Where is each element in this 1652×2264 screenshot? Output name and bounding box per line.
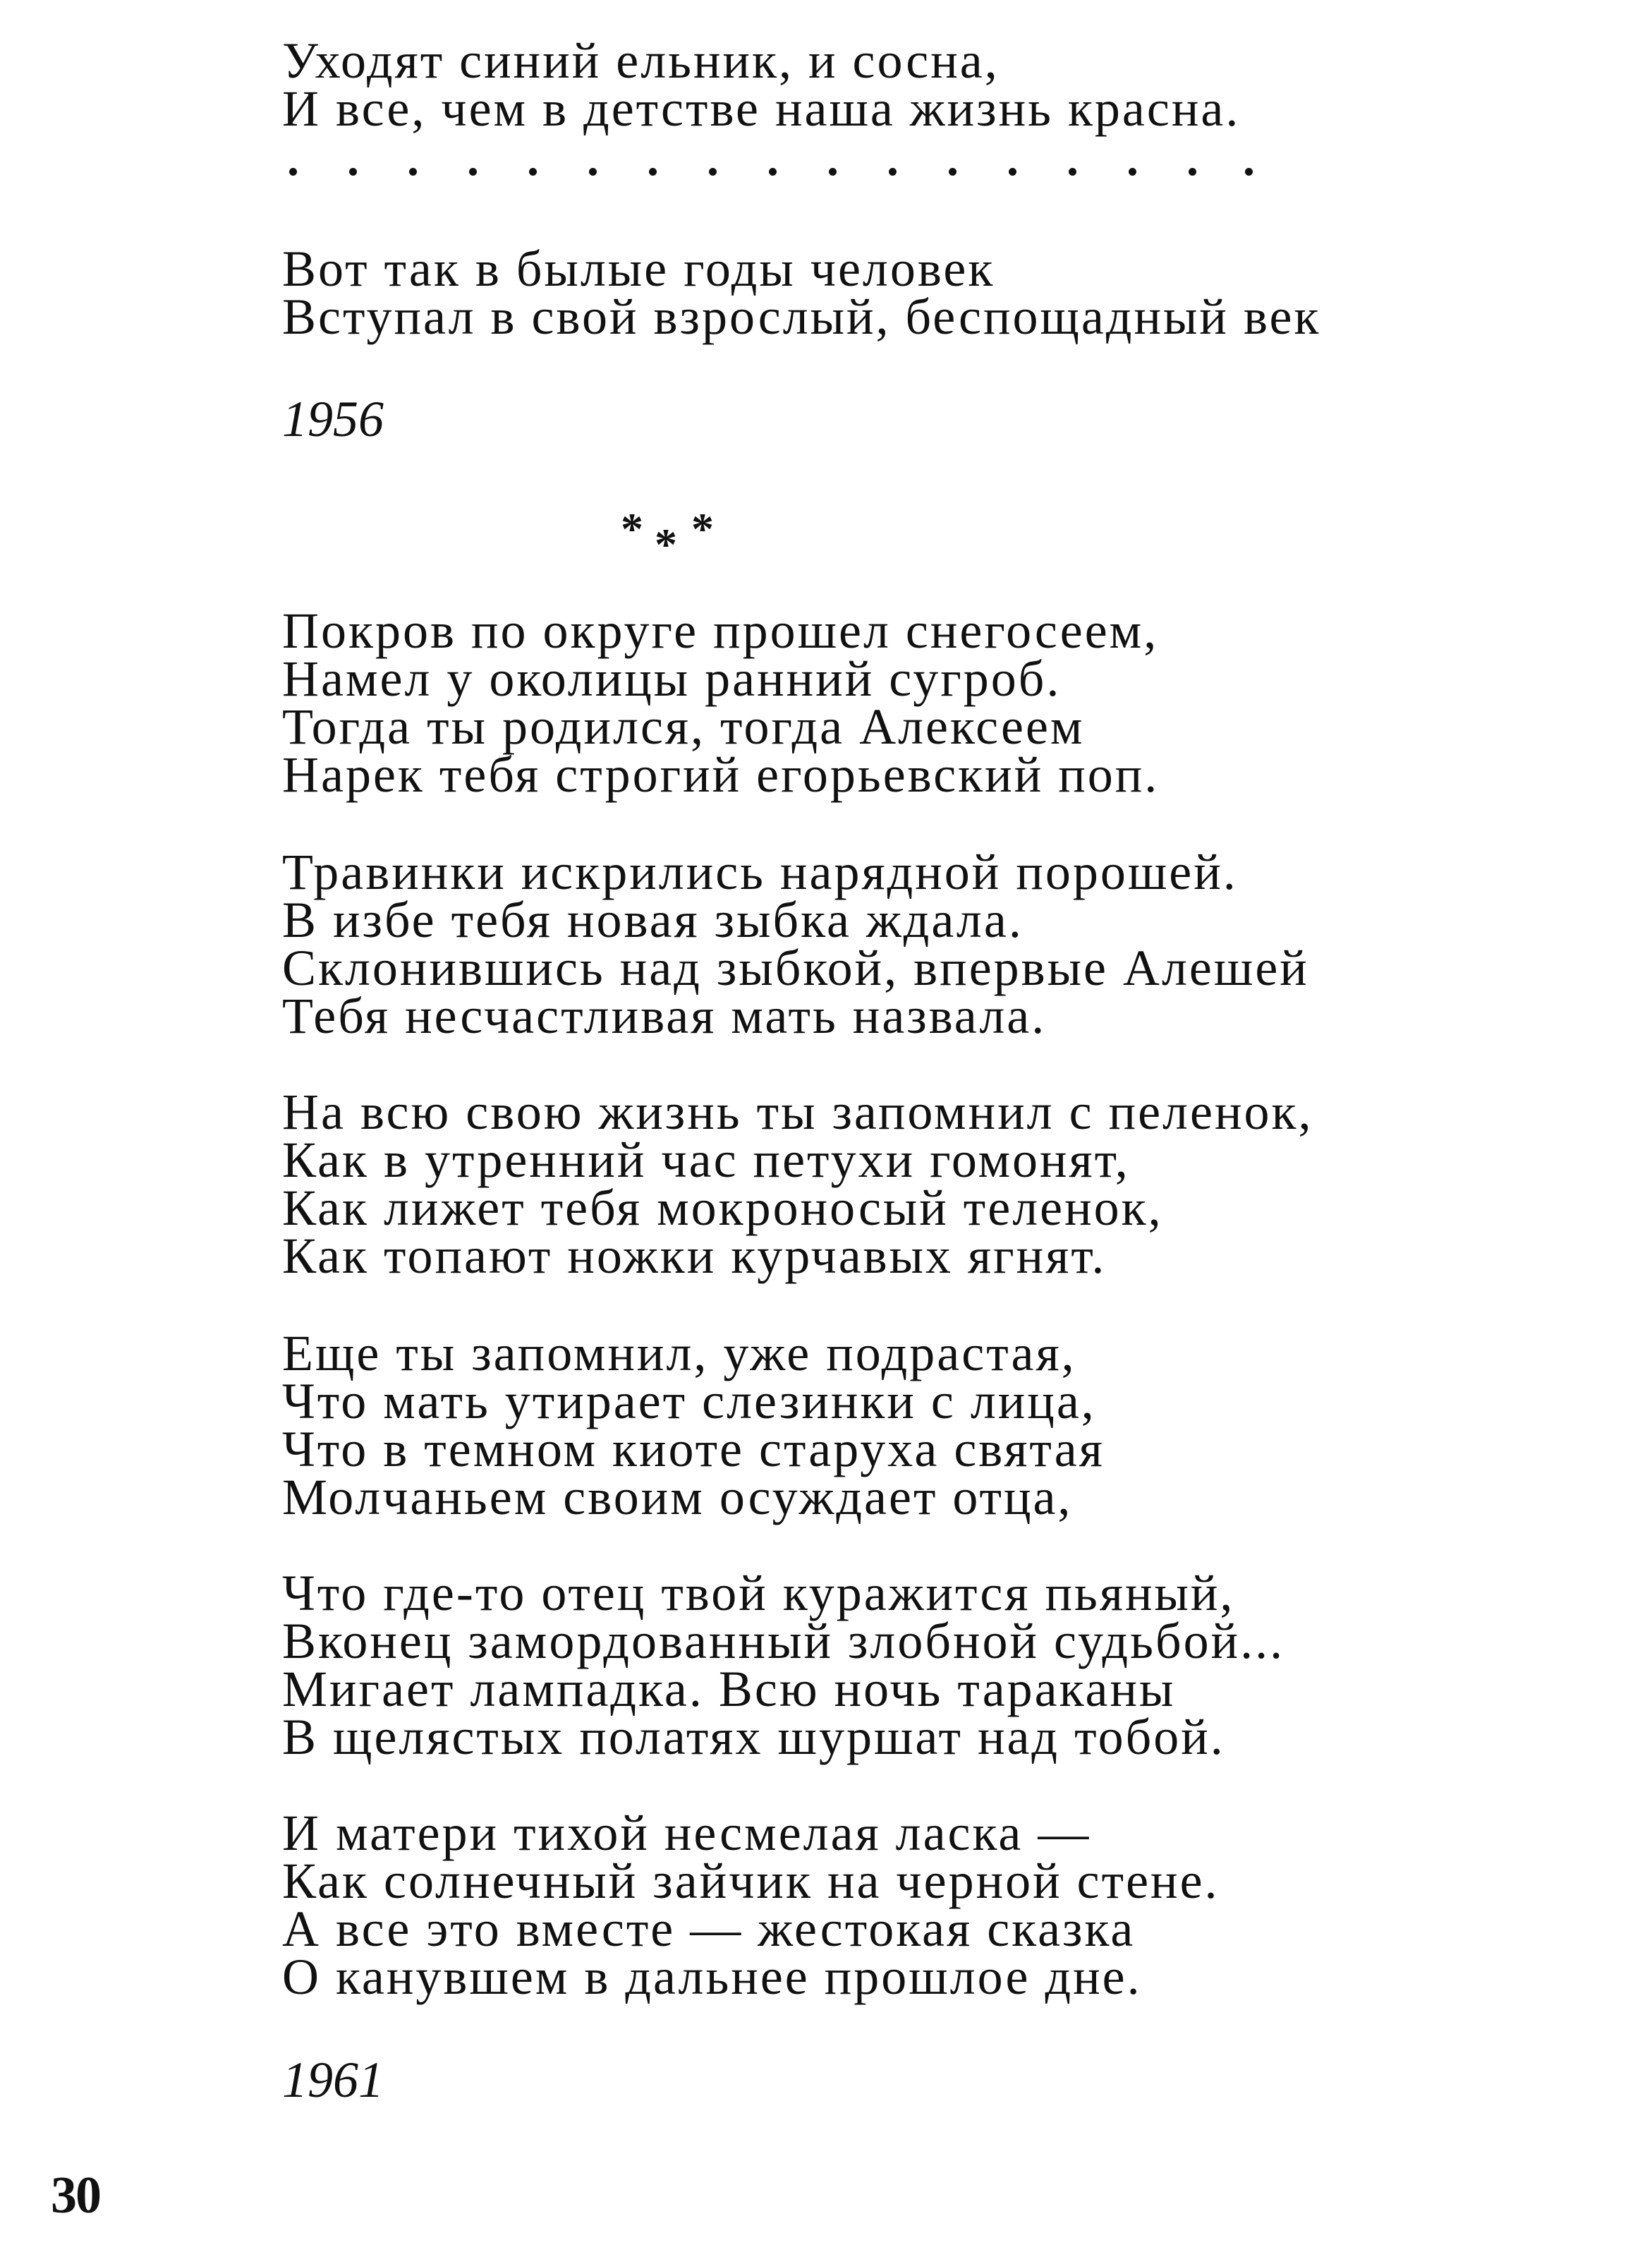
poem-two-line: Покров по округе прошел снегосеем,	[282, 603, 1159, 659]
ellipsis-row	[289, 154, 1256, 182]
poem-two-line: Еще ты запомнил, уже подрастая,	[282, 1325, 1076, 1381]
poem-two-line: Тебя несчастливая мать назвала.	[282, 988, 1047, 1044]
asterism-separator	[621, 504, 762, 569]
ellipsis-dot	[1245, 168, 1253, 176]
ellipsis-dot	[289, 168, 297, 176]
ellipsis-dot	[469, 168, 477, 176]
poem-two-line: Как солнечный зайчик на черной стене.	[282, 1853, 1220, 1909]
poem-two-line: Вконец замордованный злобной судьбой...	[282, 1613, 1285, 1669]
ellipsis-dot	[649, 168, 657, 176]
ellipsis-dot	[829, 168, 837, 176]
poem-two-line: О канувшем в дальнее прошлое дне.	[282, 1949, 1142, 2005]
poem-two-line: Мигает лампадка. Всю ночь тараканы	[282, 1661, 1176, 1717]
poem-one-line: Вступал в свой взрослый, беспощадный век	[282, 289, 1321, 345]
poem-two-line: И матери тихой несмелая ласка —	[282, 1805, 1091, 1861]
asterisk: *	[655, 519, 677, 569]
ellipsis-dot	[1189, 168, 1196, 176]
poem-two-line: А все это вместе — жестокая сказка	[282, 1901, 1136, 1957]
poem-two-line: Что в темном киоте старуха святая	[282, 1421, 1105, 1477]
poem-two-line: Что мать утирает слезинки с лица,	[282, 1373, 1096, 1429]
ellipsis-dot	[769, 168, 777, 176]
poem-two-line: Как в утренний час петухи гомонят,	[282, 1132, 1130, 1188]
poem-two-line: В избе тебя новая зыбка ждала.	[282, 892, 1024, 948]
ellipsis-dot	[409, 168, 417, 176]
ellipsis-dot	[709, 168, 717, 176]
poem-two-line: Как топают ножки курчавых ягнят.	[282, 1228, 1107, 1284]
ellipsis-dot	[1129, 168, 1136, 176]
ellipsis-dot	[1009, 168, 1016, 176]
poem-two-line: Нарек тебя строгий егорьевский поп.	[282, 746, 1160, 803]
ellipsis-dot	[529, 168, 537, 176]
ellipsis-dot	[589, 168, 597, 176]
ellipsis-dot	[949, 168, 956, 176]
poem-one-line: Уходят синий ельник, и сосна,	[282, 32, 1000, 89]
page-number: 30	[51, 2167, 100, 2224]
poem-one-year: 1956	[282, 391, 384, 447]
poem-two-line: Тогда ты родился, тогда Алексеем	[282, 698, 1085, 755]
poem-two-line: Как лижет тебя мокроносый теленок,	[282, 1180, 1163, 1236]
poem-one-line: Вот так в былые годы человек	[282, 241, 995, 297]
poem-one-line: И все, чем в детстве наша жизнь красна.	[282, 80, 1241, 137]
poem-two-line: Что где-то отец твой куражится пьяный,	[282, 1565, 1235, 1621]
ellipsis-dot	[1069, 168, 1076, 176]
ellipsis-dot	[889, 168, 897, 176]
poem-two-line: Молчаньем своим осуждает отца,	[282, 1469, 1073, 1525]
poem-two-line: В щелястых полатях шуршат над тобой.	[282, 1709, 1225, 1765]
poem-two-year: 1961	[282, 2052, 384, 2108]
poem-two-line: На всю свою жизнь ты запомнил с пеленок,	[282, 1084, 1313, 1140]
asterisk: *	[691, 504, 714, 554]
poem-two-line: Травинки искрились нарядной порошей.	[282, 844, 1238, 900]
poem-two-line: Намел у околицы ранний сугроб.	[282, 650, 1062, 707]
asterisk: *	[621, 504, 643, 554]
ellipsis-dot	[349, 168, 357, 176]
poem-two-line: Склонившись над зыбкой, впервые Алешей	[282, 940, 1309, 996]
